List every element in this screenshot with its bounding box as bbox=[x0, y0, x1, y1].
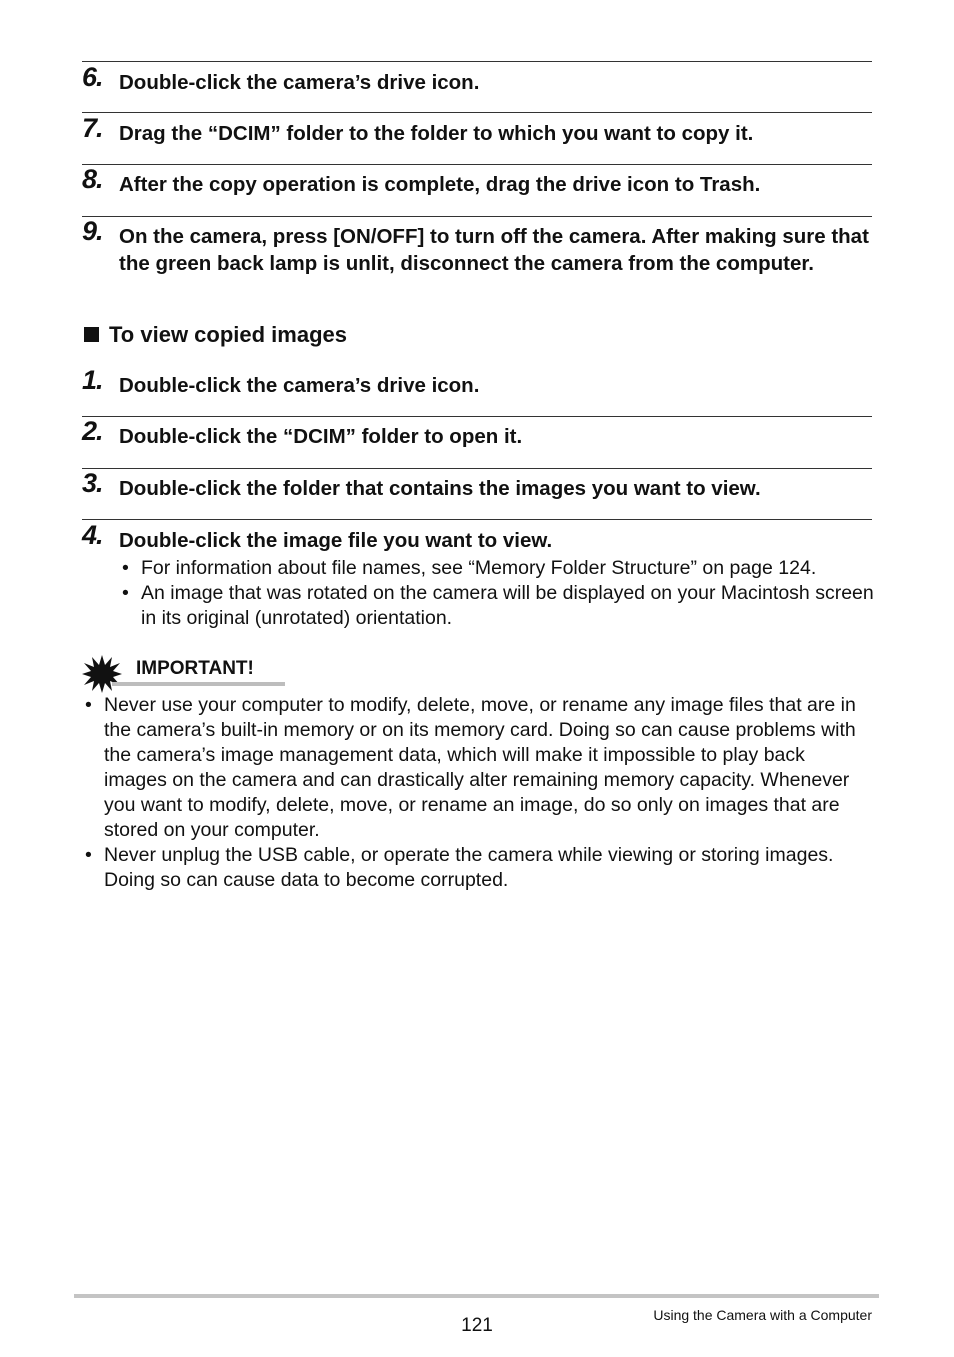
divider bbox=[82, 468, 872, 469]
note-text: Never unplug the USB cable, or operate the camera while viewing or storing images. Doing so can cause data to become corrupted. bbox=[104, 844, 834, 891]
divider bbox=[82, 61, 872, 62]
step-text: After the copy operation is complete, drag the drive icon to Trash. bbox=[119, 173, 761, 196]
divider bbox=[82, 519, 872, 520]
important-underline bbox=[112, 682, 285, 686]
list-item bbox=[120, 556, 875, 581]
step-text: On the camera, press [ON/OFF] to turn off the camera. After making sure that the green back lamp is unlit, disconnect the camera from the computer. bbox=[119, 225, 869, 275]
burst-icon bbox=[82, 654, 122, 694]
bullet-icon: • bbox=[122, 557, 129, 579]
bullet-text: For information about file names, see “Memory Folder Structure” on page 124. bbox=[141, 557, 817, 579]
page-number: 121 bbox=[461, 1315, 493, 1336]
bullet-icon: • bbox=[85, 844, 92, 866]
step-number: 2. bbox=[82, 416, 103, 446]
bullet-icon: • bbox=[85, 694, 92, 716]
step-number: 4. bbox=[82, 520, 103, 550]
divider bbox=[82, 164, 872, 165]
footer-rule bbox=[74, 1294, 879, 1298]
footer-section-title: Using the Camera with a Computer bbox=[653, 1307, 872, 1323]
divider bbox=[82, 112, 872, 113]
step-text: Double-click the “DCIM” folder to open it. bbox=[119, 425, 523, 448]
step-number: 1. bbox=[82, 365, 103, 395]
step-text: Double-click the folder that contains the images you want to view. bbox=[119, 477, 761, 500]
step-text: Double-click the camera’s drive icon. bbox=[119, 374, 480, 397]
divider bbox=[82, 216, 872, 217]
step-number: 3. bbox=[82, 468, 103, 498]
square-bullet-icon bbox=[84, 327, 99, 342]
list-item bbox=[82, 843, 872, 893]
divider bbox=[82, 416, 872, 417]
section-title: To view copied images bbox=[109, 322, 347, 347]
list-item bbox=[120, 581, 875, 631]
step-text: Double-click the camera’s drive icon. bbox=[119, 71, 480, 94]
step-text: Double-click the image file you want to view. bbox=[119, 529, 553, 552]
step-number: 8. bbox=[82, 164, 103, 194]
section-heading bbox=[84, 322, 347, 348]
list-item bbox=[82, 693, 872, 843]
step-number: 6. bbox=[82, 62, 103, 92]
bullet-text: An image that was rotated on the camera will be displayed on your Macintosh screen in its original (unrotated) orientation. bbox=[141, 582, 874, 629]
important-heading bbox=[82, 654, 292, 694]
important-label: IMPORTANT! bbox=[136, 658, 254, 679]
step-number: 7. bbox=[82, 113, 103, 143]
note-text: Never use your computer to modify, delete, move, or rename any image files that are in the camera’s built-in memory or on its memory card. Doing so can cause problems with the camera’s image management data, which will make it impossible to play back images on the camera and can drastically alter remaining memory capacity. Whenever you want to modify, delete, move, or rename an image, do so only on images that are stored on your computer. bbox=[104, 694, 856, 841]
step-4-bullets bbox=[120, 556, 875, 631]
step-number: 9. bbox=[82, 216, 103, 246]
step-text: Drag the “DCIM” folder to the folder to which you want to copy it. bbox=[119, 122, 754, 145]
important-notes bbox=[82, 693, 872, 893]
bullet-icon: • bbox=[122, 582, 129, 604]
